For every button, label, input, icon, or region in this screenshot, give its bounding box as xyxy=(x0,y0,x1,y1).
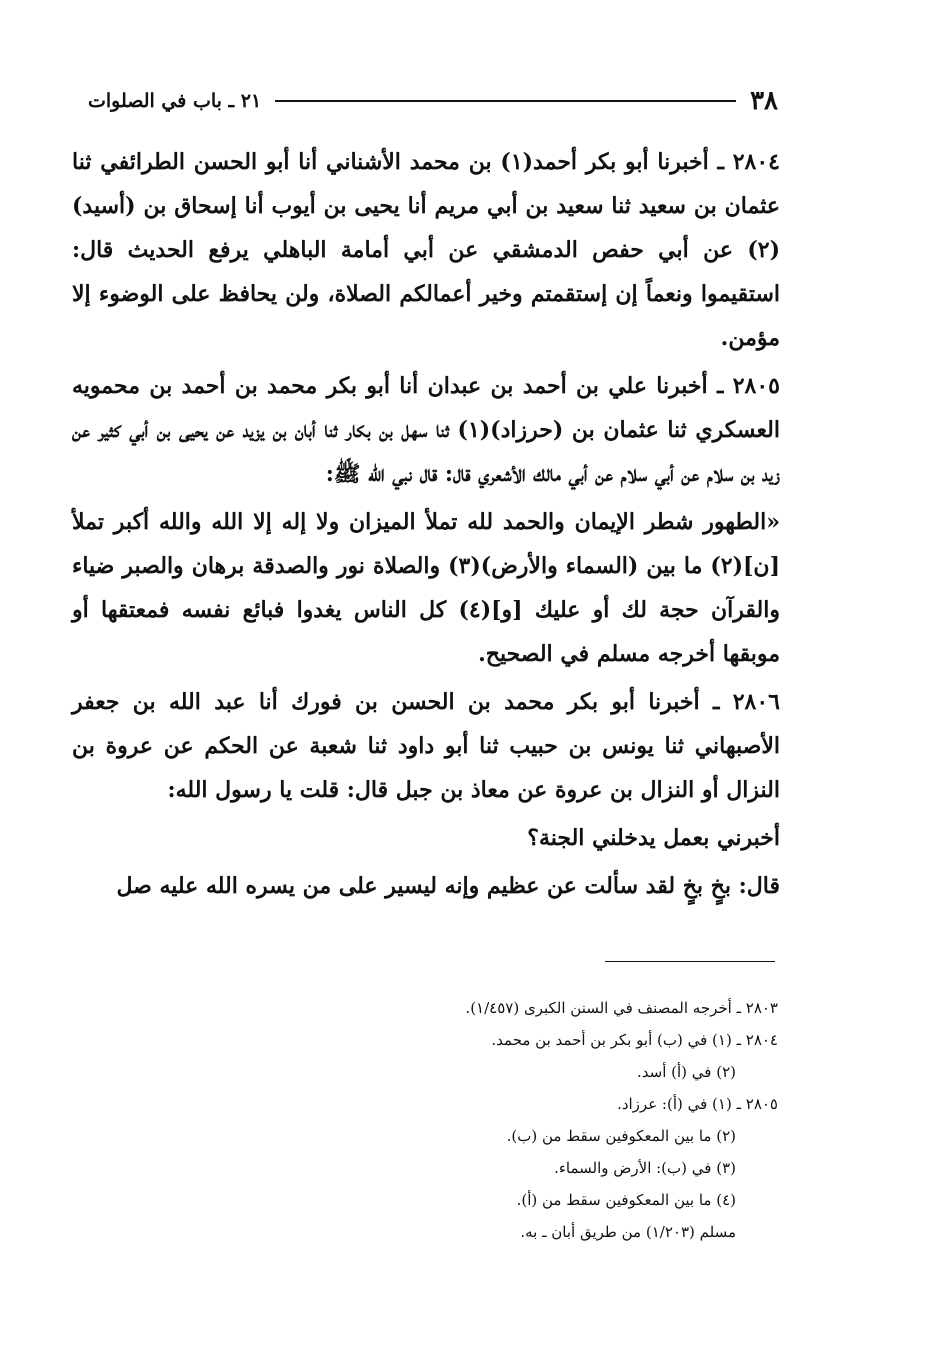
hadith-2806-answer: قال: بخٍ بخٍ لقد سألت عن عظيم وإنه ليسير على من يسره الله عليه صل xyxy=(116,873,780,899)
footnotes xyxy=(80,992,778,1248)
footnote-line: ٢٨٠٣ ـ أخرجه المصنف في السنن الكبرى (١/٤٥٧). xyxy=(465,999,778,1017)
footnote-line: ٢٨٠٥ ـ (١) في (أ): عرزاد. xyxy=(617,1095,778,1113)
chapter-title: ٢١ ـ باب في الصلوات xyxy=(88,90,262,112)
hadith-2805-text: «الطهور شطر الإيمان والحمد لله تملأ الميزان ولا إله إلا الله والله أكبر تملأ [ن](٢) ما بين (السماء والأرض)(٣) والصلاة نور والصدقة برهان والصبر ضياء والقرآن حجة لك أو عليك [و](٤) كل الناس يغدوا فبائع نفسه فمعتقها أو موبقها أخرجه مسلم في الصحيح. xyxy=(72,509,780,667)
hadith-2806-question: أخبرني بعمل يدخلني الجنة؟ xyxy=(527,825,780,851)
hadith-2806: ٢٨٠٦ ـ أخبرنا أبو بكر محمد بن الحسن بن فورك أنا عبد الله بن جعفر الأصبهاني ثنا يونس بن حبيب ثنا أبو داود ثنا شعبة عن الحكم عن عروة بن النزال أو النزال بن عروة عن معاذ بن جبل قال: قلت يا رسول الله: xyxy=(72,689,780,803)
hadith-2805: ٢٨٠٥ ـ أخبرنا علي بن أحمد بن عبدان أنا أبو بكر محمد بن أحمد بن محمويه العسكري ثنا عثمان بن (حرزاد)(١) ثنا سهل بن بكار ثنا أبان بن يزيد عن يحيى بن أبي كثير عن زيد بن سلام عن أبي سلام عن أبي مالك الأشعري قال: قال نبي الله ﷺ: xyxy=(72,373,780,487)
footnote-separator xyxy=(605,961,775,962)
footnote-line: مسلم (١/٢٠٣) من طريق أبان ـ به. xyxy=(520,1223,736,1241)
footnote-line: (٢) ما بين المعكوفين سقط من (ب). xyxy=(506,1127,736,1145)
hadith-2804: ٢٨٠٤ ـ أخبرنا أبو بكر أحمد(١) بن محمد الأشناني أنا أبو الحسن الطرائفي ثنا عثمان بن سعيد ثنا سعيد بن أبي مريم أنا يحيى بن أيوب أنا إسحاق بن (أسيد)(٢) عن أبي حفص الدمشقي عن أبي أمامة الباهلي يرفع الحديث قال: استقيموا ونعماً إن إستقمتم وخير أعمالكم الصلاة، ولن يحافظ على الوضوء إلا مؤمن. xyxy=(72,149,780,351)
main-text xyxy=(72,140,780,912)
header-rule xyxy=(275,100,736,102)
footnote-line: (٣) في (ب): الأرض والسماء. xyxy=(554,1159,736,1177)
footnote-line: (٤) ما بين المعكوفين سقط من (أ). xyxy=(516,1191,736,1209)
running-header xyxy=(88,86,778,116)
footnote-line: ٢٨٠٤ ـ (١) في (ب) أبو بكر بن أحمد بن محمد. xyxy=(491,1031,778,1049)
page-number: ٣٨ xyxy=(750,86,778,116)
footnote-line: (٢) في (أ) أسد. xyxy=(637,1063,736,1081)
